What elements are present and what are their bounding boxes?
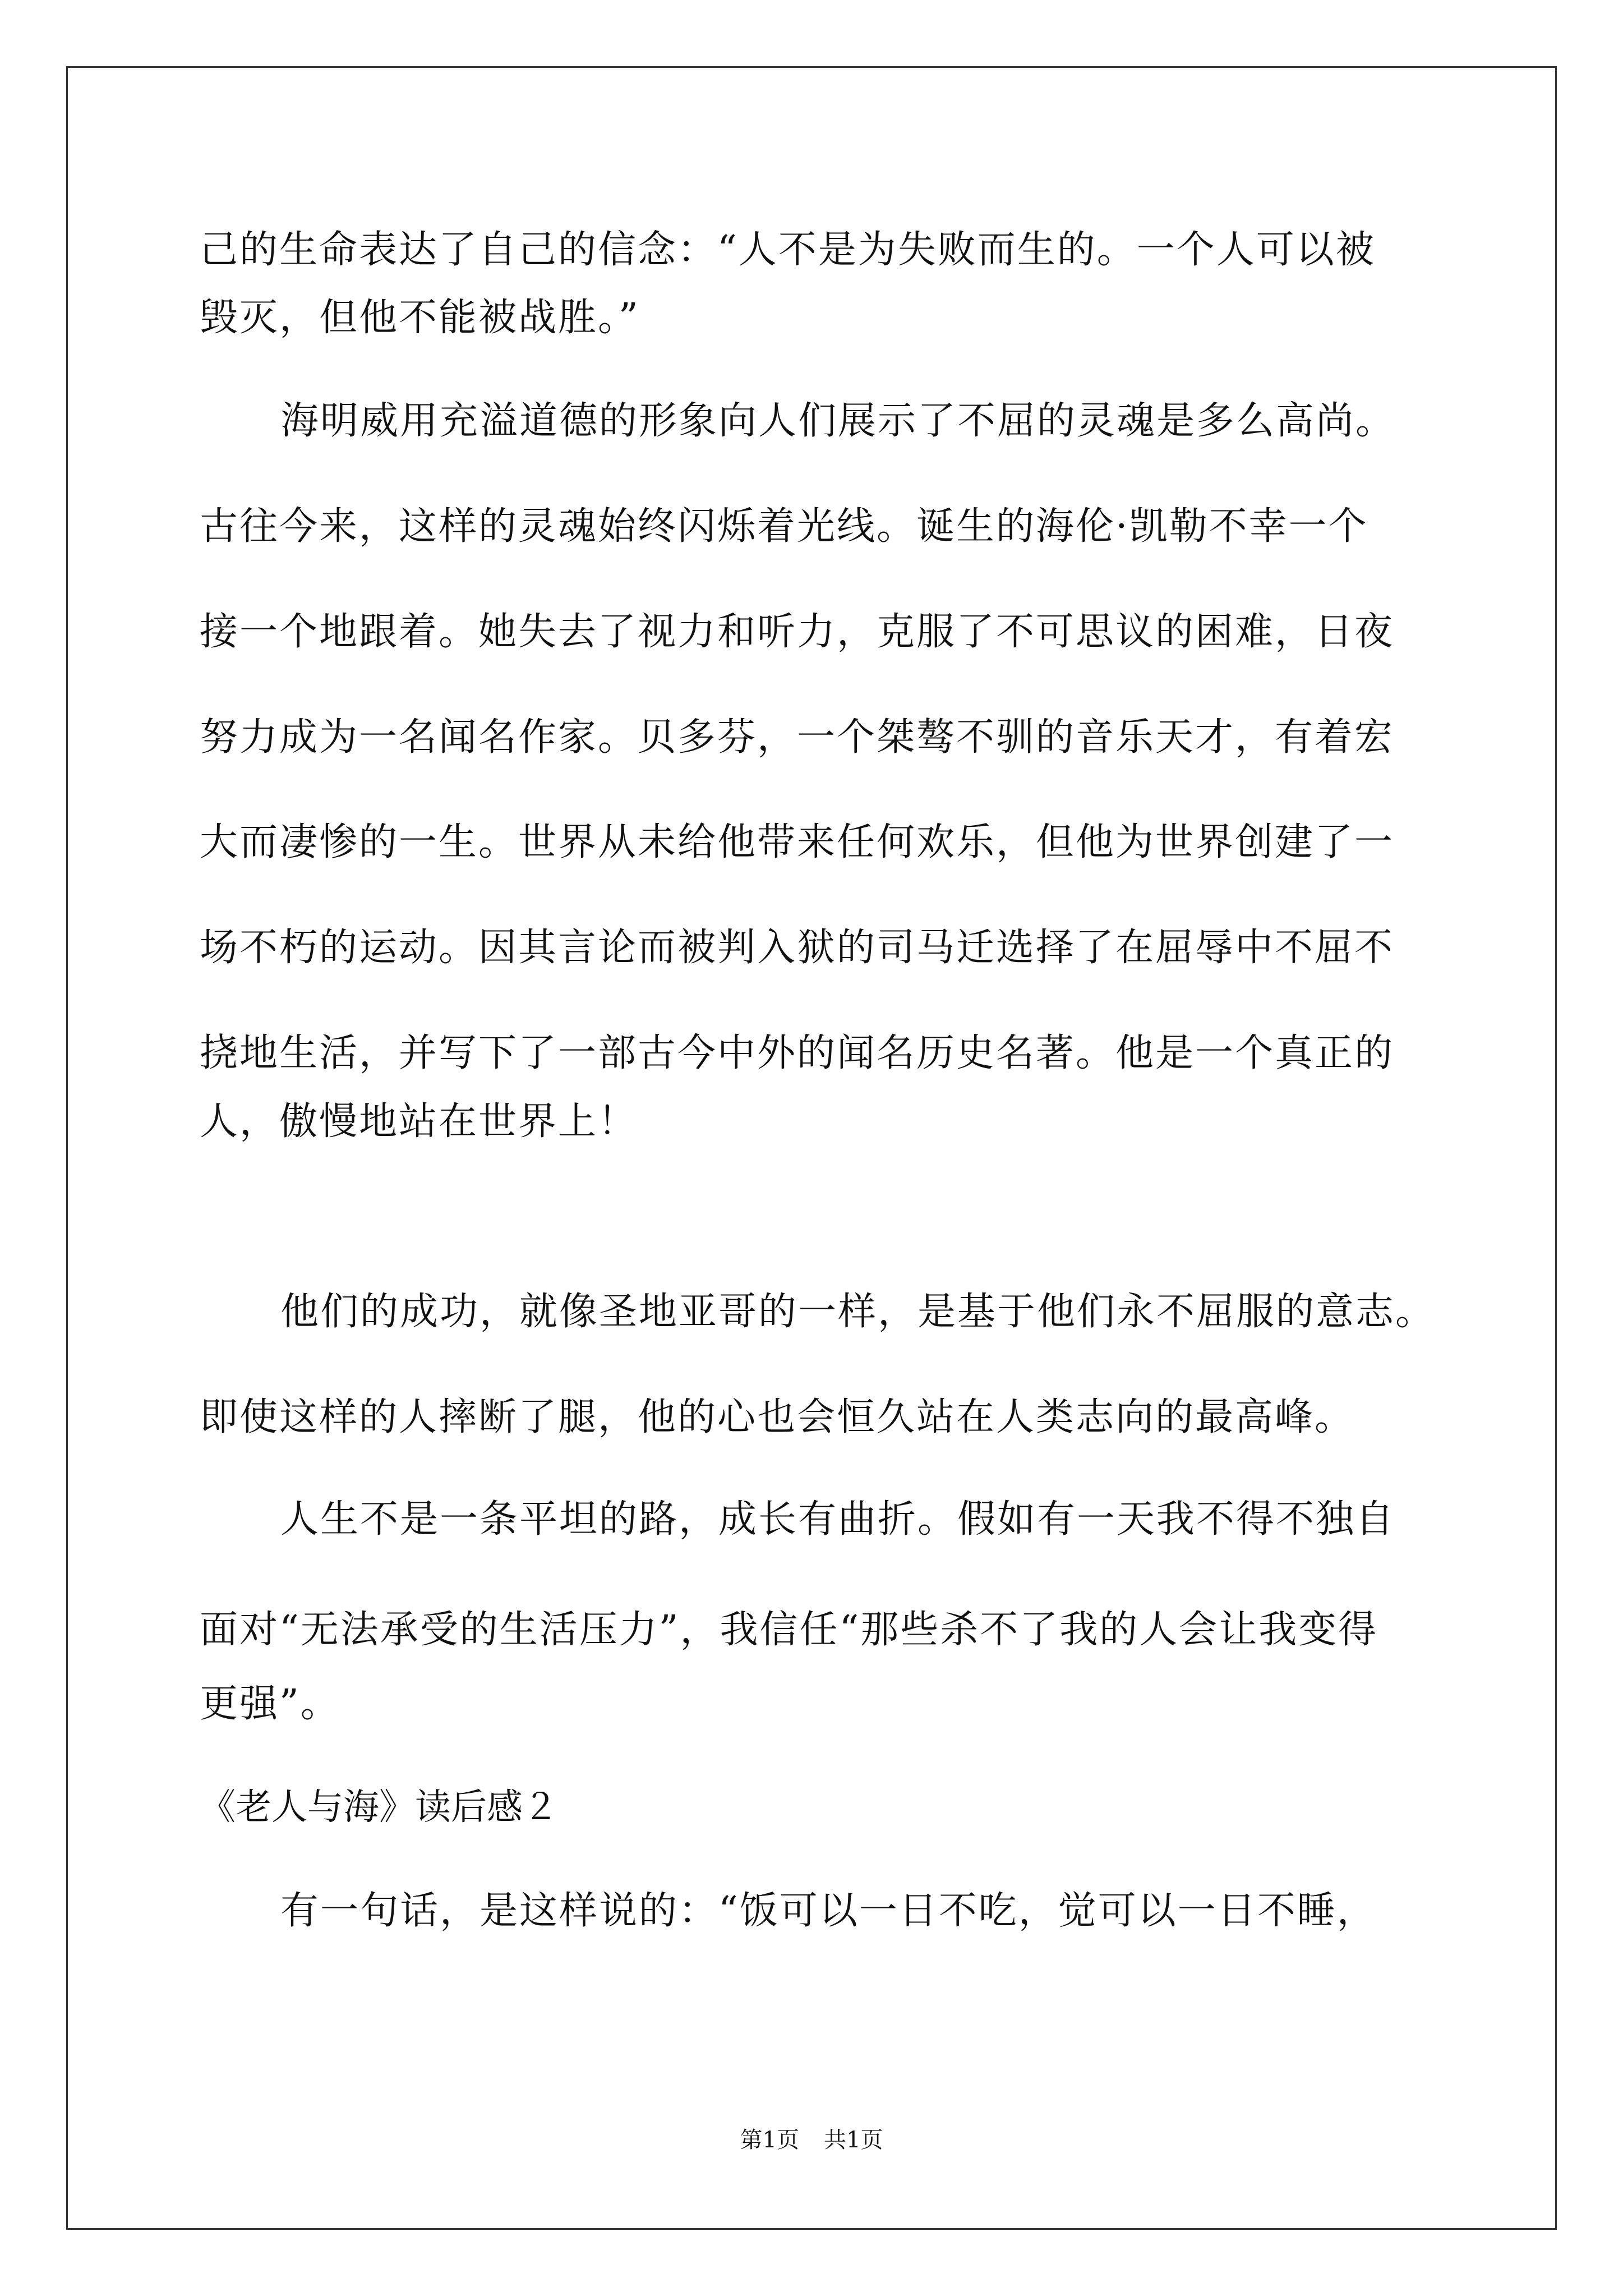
- paragraph-start-line: 海明威用充溢道德的形象向人们展示了不屈的灵魂是多么高尚。: [280, 399, 1396, 443]
- body-line: 更强”。: [200, 1682, 340, 1726]
- body-line: 人，傲慢地站在世界上！: [200, 1099, 638, 1144]
- body-line: 大而凄惨的一生。世界从未给他带来任何欢乐，但他为世界创建了一: [200, 820, 1395, 864]
- body-line: 接一个地跟着。她失去了视力和听力，克服了不可思议的困难，日夜: [200, 610, 1395, 654]
- paragraph-start-line: 他们的成功，就像圣地亚哥的一样，是基于他们永不屈服的意志。: [280, 1290, 1436, 1334]
- page-footer: [0, 2129, 1623, 2151]
- body-line: 毁灭，但他不能被战胜。”: [200, 296, 640, 340]
- paragraph-start-line: 有一句话，是这样说的：“饭可以一日不吃，觉可以一日不睡，: [280, 1889, 1377, 1933]
- page-total: 共1页: [824, 2127, 883, 2153]
- section-heading: 《老人与海》读后感２: [200, 1787, 559, 1828]
- body-line: 己的生命表达了自己的信念：“人不是为失败而生的。一个人可以被: [200, 228, 1376, 272]
- body-line: 古往今来，这样的灵魂始终闪烁着光线。诞生的海伦·凯勒不幸一个: [200, 504, 1368, 549]
- body-line: 场不朽的运动。因其言论而被判入狱的司马迁选择了在屈辱中不屈不: [200, 926, 1395, 970]
- body-line: 挠地生活，并写下了一部古今中外的闻名历史名著。他是一个真正的: [200, 1031, 1395, 1075]
- body-line: 面对“无法承受的生活压力”，我信任“那些杀不了我的人会让我变得: [200, 1608, 1378, 1652]
- paragraph-start-line: 人生不是一条平坦的路，成长有曲折。假如有一天我不得不独自: [280, 1497, 1396, 1542]
- body-line: 努力成为一名闻名作家。贝多芬，一个桀骜不驯的音乐天才，有着宏: [200, 715, 1395, 760]
- body-line: 即使这样的人摔断了腿，他的心也会恒久站在人类志向的最高峰。: [200, 1395, 1355, 1439]
- page-number: 第1页: [740, 2127, 799, 2153]
